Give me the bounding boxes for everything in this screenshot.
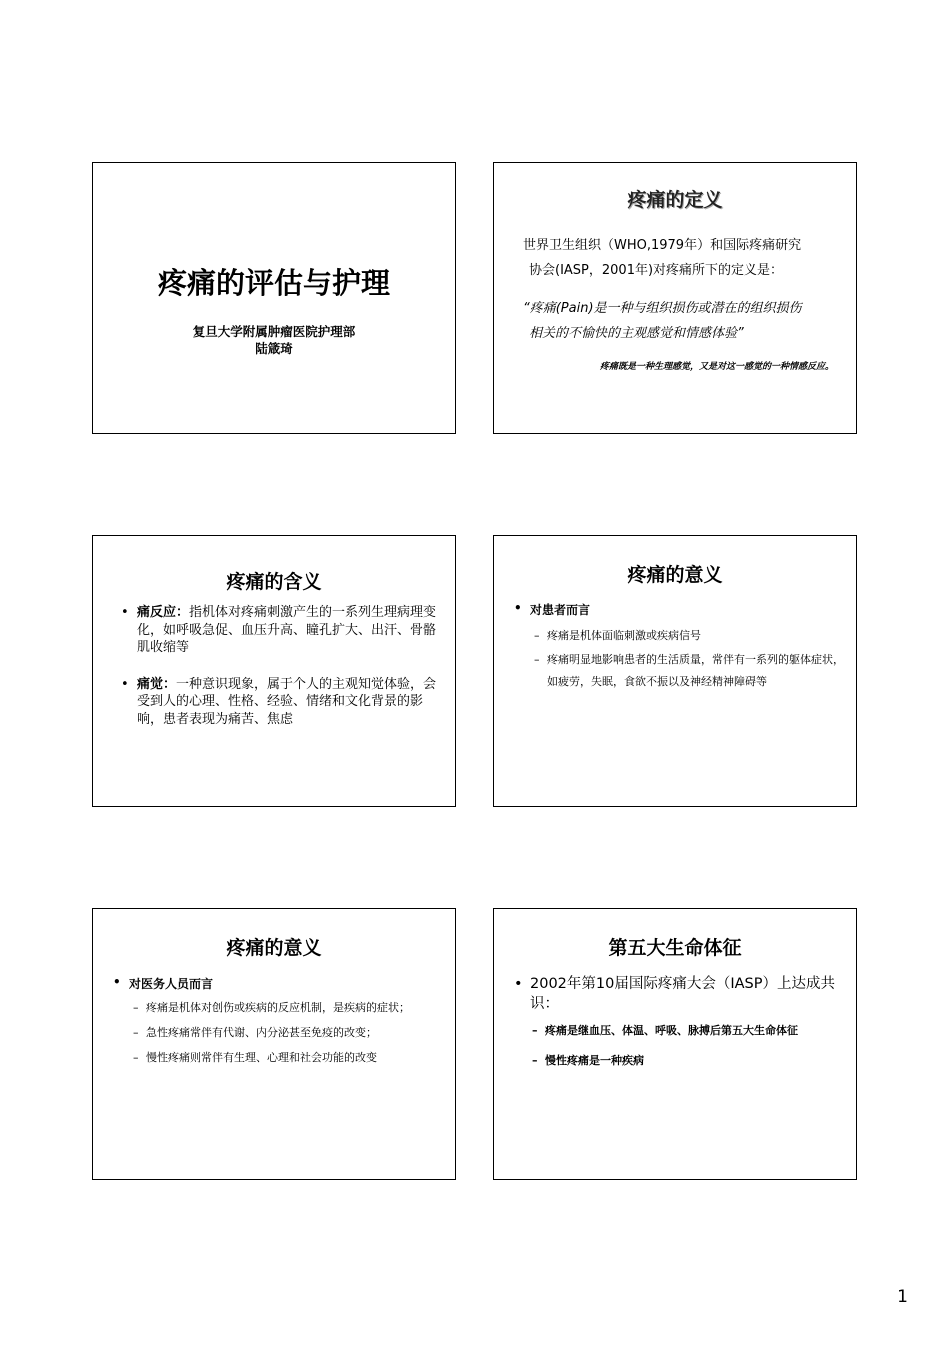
bullet-heading: • 对医务人员而言: [113, 975, 213, 992]
sub-item: – 疼痛是机体对创伤或疾病的反应机制，是疾病的症状；: [133, 995, 443, 1020]
bullet-item: [121, 676, 439, 729]
slide-significance-staff: [92, 908, 456, 1180]
slide-significance-patient: [493, 535, 857, 807]
slide-definition: [493, 162, 857, 434]
slide-heading: 疼痛的意义: [627, 564, 723, 586]
bullet-text: 指机体对疼痛刺激产生的一系列生理病理变化，如呼吸急促、血压升高、瞳孔扩大、出汗、骨骼肌收缩等: [137, 605, 437, 655]
quote-line: 相关的不愉快的主观感觉和情感体验”: [529, 326, 744, 341]
bullet-label: 痛觉：: [137, 676, 177, 692]
bullet-text: 一种意识现象，属于个人的主观知觉体验，会受到人的心理、性格、经验、情绪和文化背景的影响，患者表现为痛苦、焦虑: [137, 676, 437, 727]
author: 陆箴琦: [255, 341, 293, 356]
definition-intro: [523, 233, 843, 283]
slide-heading: 疼痛的含义: [226, 571, 322, 593]
sub-item: – 慢性疼痛是一种疾病: [532, 1046, 842, 1076]
sub-list: [534, 625, 844, 695]
slide-heading: 第五大生命体征: [608, 937, 742, 959]
slide-title: [92, 162, 456, 434]
slide-heading: 疼痛的意义: [226, 937, 322, 959]
bullet-list: [514, 974, 844, 1014]
sub-list: [133, 995, 443, 1070]
bullet-label: 痛反应：: [137, 605, 190, 620]
definition-note: 疼痛既是一种生理感觉，又是对这一感觉的一种情感反应。: [599, 362, 834, 372]
sub-item: – 疼痛是机体面临刺激或疾病信号: [534, 625, 844, 647]
bullet-item: [121, 604, 439, 657]
slide-fifth-vital-sign: [493, 908, 857, 1180]
bullet-item: • 2002年第10届国际疼痛大会（IASP）上达成共识：: [514, 974, 844, 1014]
intro-line: 世界卫生组织（WHO,1979年）和国际疼痛研究: [523, 238, 802, 253]
main-title: 疼痛的评估与护理: [157, 266, 390, 300]
sub-item: – 疼痛明显地影响患者的生活质量，常伴有一系列的躯体症状，如疲劳，失眠，食欲不振以及神经精神障碍等: [534, 649, 844, 693]
page-number: 1: [897, 1287, 908, 1307]
quote-line: “疼痛(Pain)是一种与组织损伤或潜在的组织损伤: [523, 301, 802, 316]
definition-quote: [523, 296, 843, 346]
sub-list: [532, 1016, 842, 1076]
organization: 复旦大学附属肿瘤医院护理部: [192, 324, 356, 339]
bullet-heading: • 对患者而言: [514, 601, 590, 618]
sub-item: – 急性疼痛常伴有代谢、内分泌甚至免疫的改变；: [133, 1020, 443, 1045]
slide-heading: 疼痛的定义: [627, 189, 723, 211]
sub-item: – 慢性疼痛则常伴有生理、心理和社会功能的改变: [133, 1045, 443, 1070]
bullet-list: [121, 604, 439, 728]
intro-line: 协会(IASP，2001年)对疼痛所下的定义是：: [529, 263, 784, 278]
sub-item: – 疼痛是继血压、体温、呼吸、脉搏后第五大生命体征: [532, 1016, 842, 1046]
slide-meaning: [92, 535, 456, 807]
